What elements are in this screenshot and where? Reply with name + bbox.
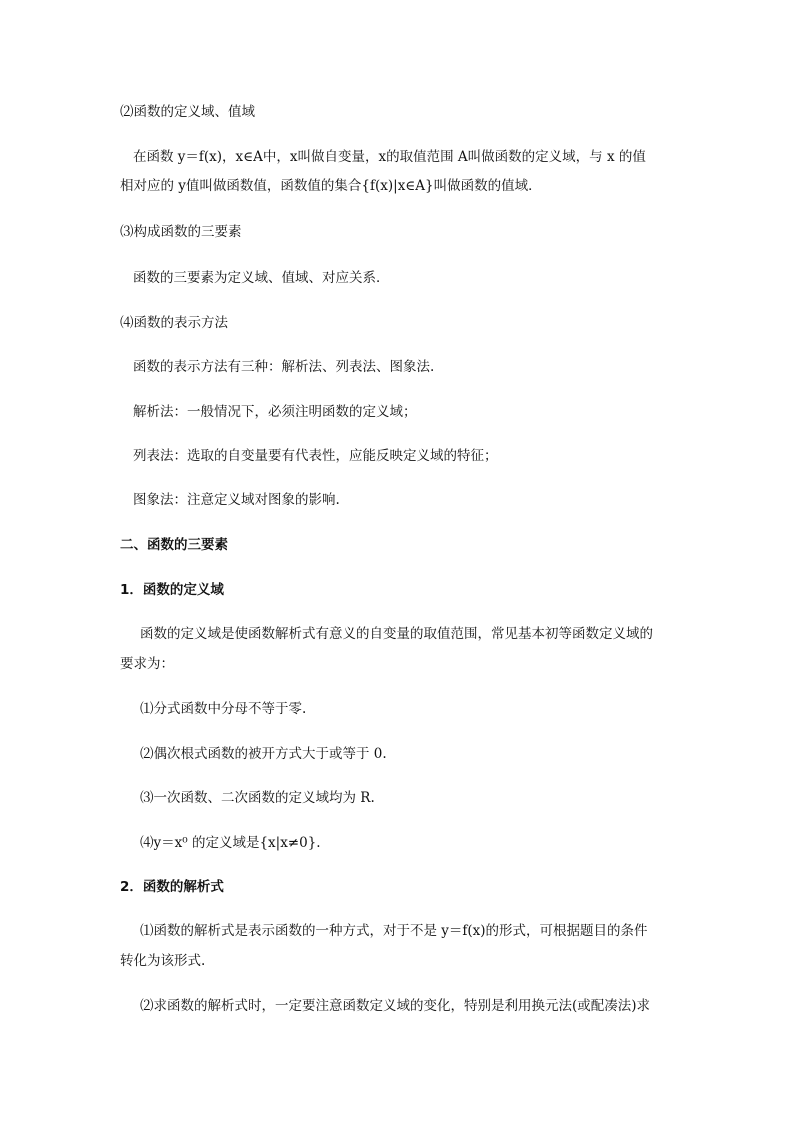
list-item: ⑶一次函数、二次函数的定义域均为 R. (140, 790, 375, 806)
paragraph-line: 函数的表示方法有三种：解析法、列表法、图象法. (133, 359, 435, 375)
paragraph-line: 图象法：注意定义域对图象的影响. (133, 492, 340, 508)
list-item: ⑵偶次根式函数的被开方式大于或等于 0. (140, 746, 387, 762)
subheading-three-elements: ⑶构成函数的三要素 (120, 224, 242, 240)
section-heading: 二、函数的三要素 (120, 537, 228, 553)
paragraph-line: 相对应的 y值叫做函数值，函数值的集合{f(x)|x∈A}叫做函数的值域． (120, 178, 542, 194)
list-item: ⑴分式函数中分母不等于零. (140, 701, 307, 717)
paragraph-line: 要求为： (120, 656, 174, 672)
subheading-representation: ⑷函数的表示方法 (120, 315, 228, 331)
paragraph-line: ⑴函数的解析式是表示函数的一种方式，对于不是 y＝f(x)的形式，可根据题目的条件 (140, 923, 648, 939)
list-item: ⑷y＝x⁰ 的定义域是{x|x≠0}. (140, 835, 321, 851)
section-subheading: 1．函数的定义域 (120, 582, 224, 598)
paragraph-line: 函数的定义域是使函数解析式有意义的自变量的取值范围，常见基本初等函数定义域的 (140, 626, 653, 642)
paragraph-line: 在函数 y＝f(x)，x∈A中，x叫做自变量，x的取值范围 A叫做函数的定义域，与 x 的值 (133, 149, 646, 165)
section-subheading: 2．函数的解析式 (120, 879, 224, 895)
paragraph-line: 转化为该形式. (120, 953, 206, 969)
subheading-domain-range: ⑵函数的定义域、值域 (120, 104, 255, 120)
paragraph-line: 函数的三要素为定义域、值域、对应关系． (133, 270, 390, 286)
paragraph-line: 列表法：选取的自变量要有代表性，应能反映定义域的特征； (133, 448, 498, 464)
paragraph-line: ⑵求函数的解析式时，一定要注意函数定义域的变化，特别是利用换元法(或配凑法)求 (140, 998, 651, 1014)
paragraph-line: 解析法：一般情况下，必须注明函数的定义域； (133, 404, 417, 420)
